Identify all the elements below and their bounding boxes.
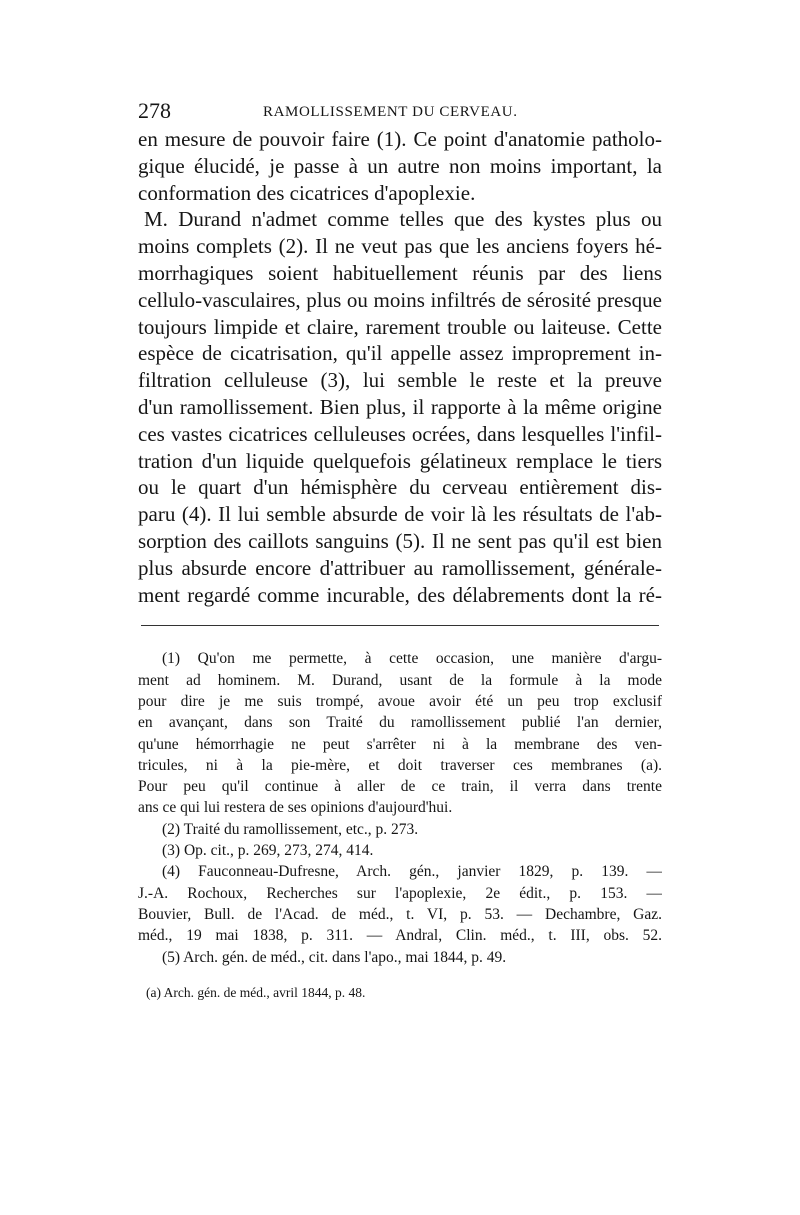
body-line: filtration celluleuse (3), lui semble le reste et la preuve [138, 368, 662, 393]
body-line: d'un ramollissement. Bien plus, il rapporte à la même origine [138, 394, 662, 419]
footnote-line: J.-A. Rochoux, Recherches sur l'apoplexie, 2e édit., p. 153. — [138, 884, 662, 902]
body-line: morrhagiques soient habituellement réunis par des liens [138, 260, 662, 285]
body-line: cellulo-vasculaires, plus ou moins infiltrés de sérosité presque [138, 287, 662, 312]
footnote-line: (3) Op. cit., p. 269, 273, 274, 414. [162, 842, 374, 860]
footnote-line: (5) Arch. gén. de méd., cit. dans l'apo., mai 1844, p. 49. [162, 948, 507, 966]
book-page [138, 96, 662, 1002]
footnote-line: tricules, ni à la pie-mère, et doit traverser ces membranes (a). [138, 756, 662, 774]
footnote-divider [141, 625, 659, 626]
body-line: ou le quart d'un hémisphère du cerveau entièrement dis- [138, 475, 662, 500]
footnote-line: méd., 19 mai 1838, p. 311. — Andral, Clin. méd., t. III, obs. 52. [138, 927, 662, 945]
body-line: sorption des caillots sanguins (5). Il ne sent pas qu'il est bien [138, 528, 662, 553]
body-line: espèce de cicatrisation, qu'il appelle assez improprement in- [138, 341, 662, 366]
running-head [138, 96, 662, 126]
body-line: tration d'un liquide quelquefois gélatineux remplace le tiers [138, 448, 662, 473]
footnote-line: (1) Qu'on me permette, à cette occasion, une manière d'argu- [162, 650, 662, 668]
body-line: moins complets (2). Il ne veut pas que les anciens foyers hé- [138, 234, 662, 259]
footnote-line: (4) Fauconneau-Dufresne, Arch. gén., janvier 1829, p. 139. — [162, 863, 662, 881]
body-line: plus absurde encore d'attribuer au ramollissement, générale- [138, 555, 662, 580]
body-line: toujours limpide et claire, rarement trouble ou laiteuse. Cette [138, 314, 662, 339]
body-text [138, 126, 662, 608]
footnote-line: ans ce qui lui restera de ses opinions d'aujourd'hui. [138, 799, 453, 817]
footnotes [138, 648, 662, 967]
footnote-line: (2) Traité du ramollissement, etc., p. 273. [162, 820, 419, 838]
page-number: 278 [138, 98, 171, 123]
footnote-line: en avançant, dans son Traité du ramollissement publié l'an dernier, [138, 714, 662, 732]
footnote-line: pour dire je me suis trompé, avoue avoir été un peu trop exclusif [138, 692, 662, 710]
body-line: conformation des cicatrices d'apoplexie. [138, 180, 476, 205]
footnote-line: ment ad hominem. M. Durand, usant de la formule à la mode [138, 671, 662, 689]
footnote-line: qu'une hémorrhagie ne peut s'arrêter ni à la membrane des ven- [138, 735, 662, 753]
footnote-line: Bouvier, Bull. de l'Acad. de méd., t. VI, p. 53. — Dechambre, Gaz. [138, 905, 662, 923]
body-line: paru (4). Il lui semble absurde de voir là les résultats de l'ab- [138, 502, 662, 527]
body-line: gique élucidé, je passe à un autre non moins important, la [138, 153, 662, 178]
page-note: (a) Arch. gén. de méd., avril 1844, p. 48. [146, 984, 366, 1000]
body-line: en mesure de pouvoir faire (1). Ce point d'anatomie patholo- [138, 127, 662, 151]
body-line: ment regardé comme incurable, des délabrements dont la ré- [138, 582, 662, 607]
footnote-line: Pour peu qu'il continue à aller de ce train, il verra dans trente [138, 778, 662, 796]
body-line: ces vastes cicatrices celluleuses ocrées, dans lesquelles l'infil- [138, 421, 662, 446]
running-title: RAMOLLISSEMENT DU CERVEAU. [263, 104, 518, 120]
body-line: M. Durand n'admet comme telles que des kystes plus ou [144, 207, 662, 232]
